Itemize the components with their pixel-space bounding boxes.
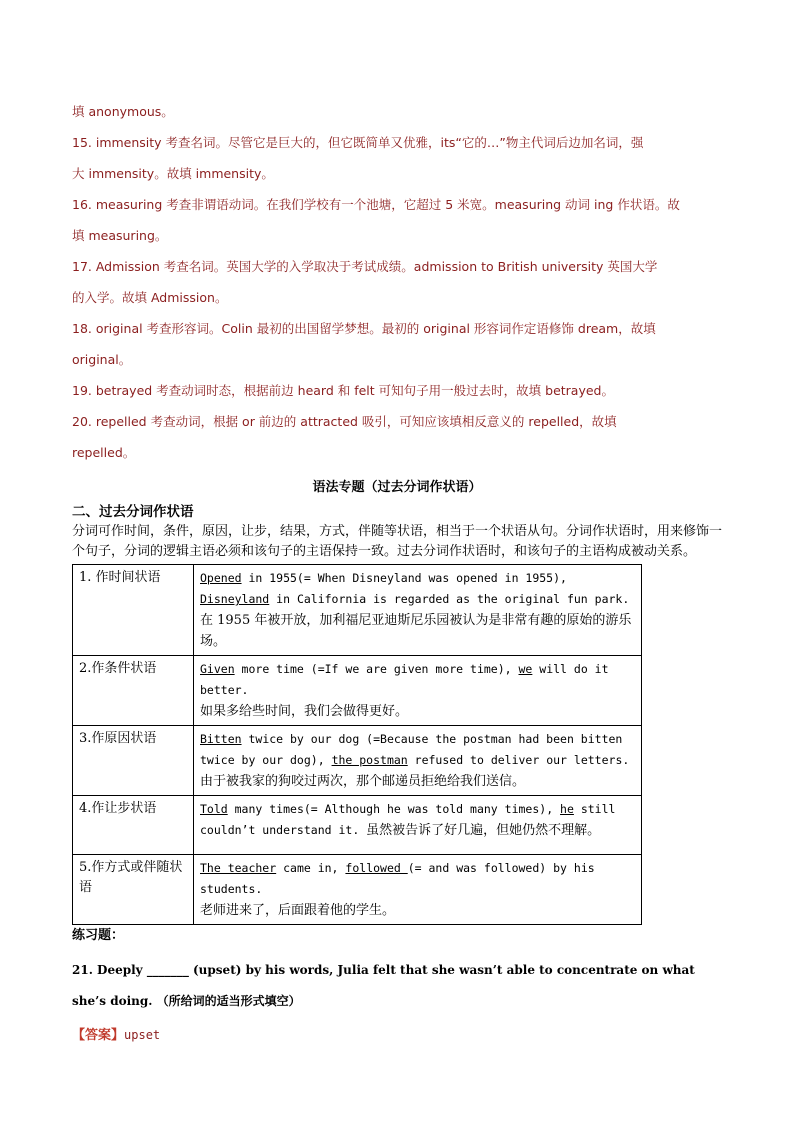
document-page bbox=[72, 96, 722, 1048]
answer-line: repelled。 bbox=[72, 445, 136, 460]
answer-tag: 【答案】 bbox=[72, 1028, 125, 1043]
answer-line: 19. betrayed 考查动词时态，根据前边 heard 和 felt 可知句子用一般过去时，故填 betrayed。 bbox=[72, 383, 614, 398]
example-cell bbox=[194, 565, 642, 656]
practice-heading: 练习题： bbox=[72, 928, 125, 943]
grammar-table bbox=[72, 564, 642, 925]
underlined-phrase: Told bbox=[200, 802, 228, 816]
underlined-phrase: we bbox=[518, 662, 533, 676]
category-cell: 5.作方式或伴随状语 bbox=[73, 855, 194, 925]
example-text: in 1955(= When Disneyland was opened in 1955), bbox=[241, 571, 567, 585]
chinese-translation: 由于被我家的狗咬过两次，那个邮递员拒绝给我们送信。 bbox=[200, 774, 526, 789]
answer-key bbox=[72, 1023, 722, 1048]
underlined-phrase: The teacher bbox=[200, 861, 277, 875]
table-row bbox=[73, 656, 642, 726]
category-cell: 4.作让步状语 bbox=[73, 796, 194, 855]
underlined-phrase: Disneyland bbox=[200, 592, 270, 606]
question-line: she’s doing. （所给词的适当形式填空） bbox=[72, 994, 301, 1008]
question-line: 21. Deeply _______ (upset) by his words, Julia felt that she wasn’t able to concentrate on what bbox=[72, 963, 695, 977]
category-cell: 2.作条件状语 bbox=[73, 656, 194, 726]
section-title: 语法专题（过去分词作状语） bbox=[312, 480, 482, 495]
table-row bbox=[73, 855, 642, 925]
answer-explanations bbox=[72, 96, 722, 468]
example-text: twice by our dog (=Because the postman had been bitten twice by our dog), bbox=[200, 732, 623, 767]
example-text: (= and was followed) by his students. bbox=[200, 861, 595, 896]
underlined-phrase: he bbox=[560, 802, 574, 816]
answer-line: 17. Admission 考查名词。英国大学的入学取决于考试成绩。admission to British university 英国大学 bbox=[72, 259, 658, 274]
example-text: will do it better. bbox=[200, 662, 609, 697]
category-cell: 1. 作时间状语 bbox=[73, 565, 194, 656]
answer-value: upset bbox=[124, 1028, 161, 1042]
underlined-phrase: the postman bbox=[331, 753, 408, 767]
chinese-translation: 在 1955 年被开放，加利福尼亚迪斯尼乐园被认为是非常有趣的原始的游乐场。 bbox=[200, 613, 632, 649]
answer-line: 18. original 考查形容词。Colin 最初的出国留学梦想。最初的 original 形容词作定语修饰 dream，故填 bbox=[72, 321, 656, 336]
category-cell: 3.作原因状语 bbox=[73, 726, 194, 796]
example-text: refused to deliver our letters. bbox=[407, 753, 630, 767]
question-21 bbox=[72, 955, 722, 1017]
example-text: in California is regarded as the original fun park. bbox=[269, 592, 630, 606]
underlined-phrase: Bitten bbox=[200, 732, 242, 746]
table-row bbox=[73, 796, 642, 855]
answer-line: original。 bbox=[72, 352, 132, 367]
underlined-phrase: Opened bbox=[200, 571, 242, 585]
underlined-phrase: followed bbox=[345, 861, 408, 875]
example-cell bbox=[194, 855, 642, 925]
answer-line: 16. measuring 考查非谓语动词。在我们学校有一个池塘，它超过 5 米宽。measuring 动词 ing 作状语。故 bbox=[72, 197, 680, 212]
example-text: came in, bbox=[276, 861, 346, 875]
answer-line: 15. immensity 考查名词。尽管它是巨大的，但它既简单又优雅，its“它的…”物主代词后边加名词，强 bbox=[72, 135, 644, 150]
answer-line: 大 immensity。故填 immensity。 bbox=[72, 166, 274, 181]
example-text: more time (=If we are given more time), bbox=[234, 662, 519, 676]
answer-line: 的入学。故填 Admission。 bbox=[72, 290, 228, 305]
answer-line: 填 anonymous。 bbox=[72, 104, 174, 119]
table-row bbox=[73, 726, 642, 796]
example-text: many times(= Although he was told many times), bbox=[227, 802, 561, 816]
intro-paragraph: 分词可作时间，条件，原因，让步，结果，方式，伴随等状语，相当于一个状语从句。分词作状语时，用来修饰一个句子，分词的逻辑主语必须和该句子的主语保持一致。过去分词作状语时，和该句子的主语构成被动关系。 bbox=[72, 524, 723, 559]
chinese-translation: 虽然被告诉了好几遍，但她仍然不理解。 bbox=[366, 823, 601, 838]
example-cell bbox=[194, 796, 642, 855]
answer-line: 20. repelled 考查动词，根据 or 前边的 attracted 吸引，可知应该填相反意义的 repelled，故填 bbox=[72, 414, 617, 429]
example-cell bbox=[194, 726, 642, 796]
example-cell bbox=[194, 656, 642, 726]
example-text: still couldn’t understand it. bbox=[200, 802, 616, 837]
chinese-translation: 老师进来了，后面跟着他的学生。 bbox=[200, 903, 396, 918]
table-row bbox=[73, 565, 642, 656]
underlined-phrase: Given bbox=[200, 662, 235, 676]
section-heading: 二、过去分词作状语 bbox=[72, 504, 194, 520]
chinese-translation: 如果多给些时间，我们会做得更好。 bbox=[200, 704, 409, 719]
answer-line: 填 measuring。 bbox=[72, 228, 168, 243]
